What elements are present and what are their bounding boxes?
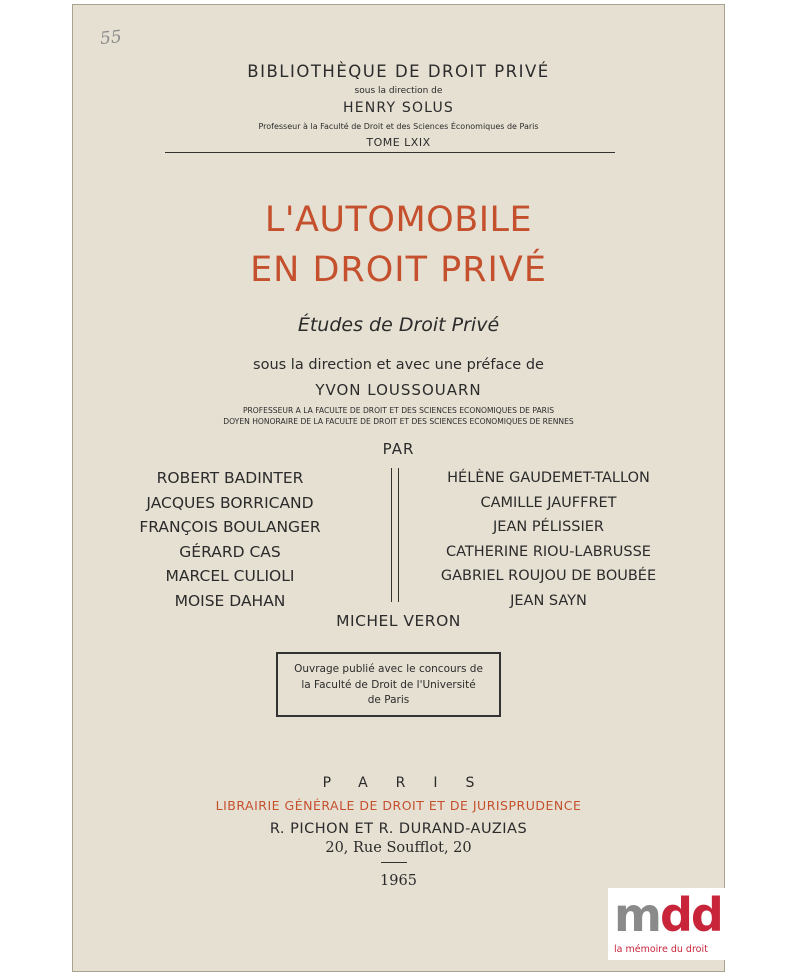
author-name: GABRIEL ROUJOU DE BOUBÉE	[440, 568, 657, 584]
editor-affiliation: Professeur à la Faculté de Droit et des Sciences Économiques de Paris	[258, 122, 539, 131]
publication-city: PARIS	[322, 775, 503, 791]
publisher-name: LIBRAIRIE GÉNÉRALE DE DROIT ET DE JURISPRUDENCE	[215, 798, 582, 813]
logo-letters	[614, 888, 722, 942]
direction-line: sous la direction de	[354, 86, 443, 96]
notice-line: de Paris	[367, 694, 410, 706]
header-divider	[165, 152, 615, 153]
par-label: PAR	[382, 440, 415, 458]
logo-tagline: la mémoire du droit	[614, 944, 708, 955]
author-name-last: MICHEL VERON	[336, 612, 461, 630]
author-name: MARCEL CULIOLI	[165, 567, 295, 585]
author-name: JEAN SAYN	[510, 592, 587, 609]
director-name: YVON LOUSSOUARN	[315, 381, 482, 399]
director-role: PROFESSEUR A LA FACULTE DE DROIT ET DES SCIENCES ECONOMIQUES DE PARIS	[242, 406, 555, 415]
book-subtitle: Études de Droit Privé	[297, 314, 500, 336]
author-name: HÉLÈNE GAUDEMET-TALLON	[447, 470, 650, 486]
author-name: CATHERINE RIOU-LABRUSSE	[446, 543, 651, 560]
author-name: CAMILLE JAUFFRET	[480, 494, 617, 511]
year-divider	[381, 862, 407, 863]
book-title-line-2: EN DROIT PRIVÉ	[250, 250, 547, 290]
publication-year: 1965	[380, 873, 417, 889]
series-editor: HENRY SOLUS	[342, 100, 455, 116]
logo-letter: d	[690, 888, 722, 942]
notice-line: la Faculté de Droit de l'Université	[301, 678, 476, 691]
author-name: FRANÇOIS BOULANGER	[139, 518, 321, 536]
tome-number: TOME LXIX	[366, 136, 431, 149]
publication-notice	[276, 652, 501, 717]
column-divider	[398, 468, 399, 602]
handwritten-annotation: 55	[99, 26, 123, 50]
author-name: MOISE DAHAN	[174, 591, 286, 610]
authors-right-column	[407, 466, 690, 613]
author-name: ROBERT BADINTER	[156, 469, 304, 487]
logo-letter: m	[614, 888, 660, 942]
publisher-address: 20, Rue Soufflot, 20	[325, 840, 472, 856]
mdd-logo	[608, 888, 728, 960]
series-title: BIBLIOTHÈQUE DE DROIT PRIVÉ	[247, 62, 550, 81]
distributor-name: R. PICHON ET R. DURAND-AUZIAS	[269, 821, 528, 837]
column-divider	[391, 468, 392, 602]
preface-line: sous la direction et avec une préface de	[253, 357, 544, 373]
notice-line: Ouvrage publié avec le concours de	[294, 663, 483, 675]
author-name: JACQUES BORRICAND	[146, 493, 314, 512]
authors-left-column	[72, 466, 388, 613]
logo-letter: d	[659, 888, 691, 942]
director-roles	[72, 405, 725, 427]
author-name: GÉRARD CAS	[179, 542, 281, 561]
book-title-line-1: L'AUTOMOBILE	[264, 200, 533, 240]
author-name: JEAN PÉLISSIER	[493, 519, 604, 535]
director-role: DOYEN HONORAIRE DE LA FACULTE DE DROIT ET DES SCIENCES ECONOMIQUES DE RENNES	[223, 417, 574, 426]
